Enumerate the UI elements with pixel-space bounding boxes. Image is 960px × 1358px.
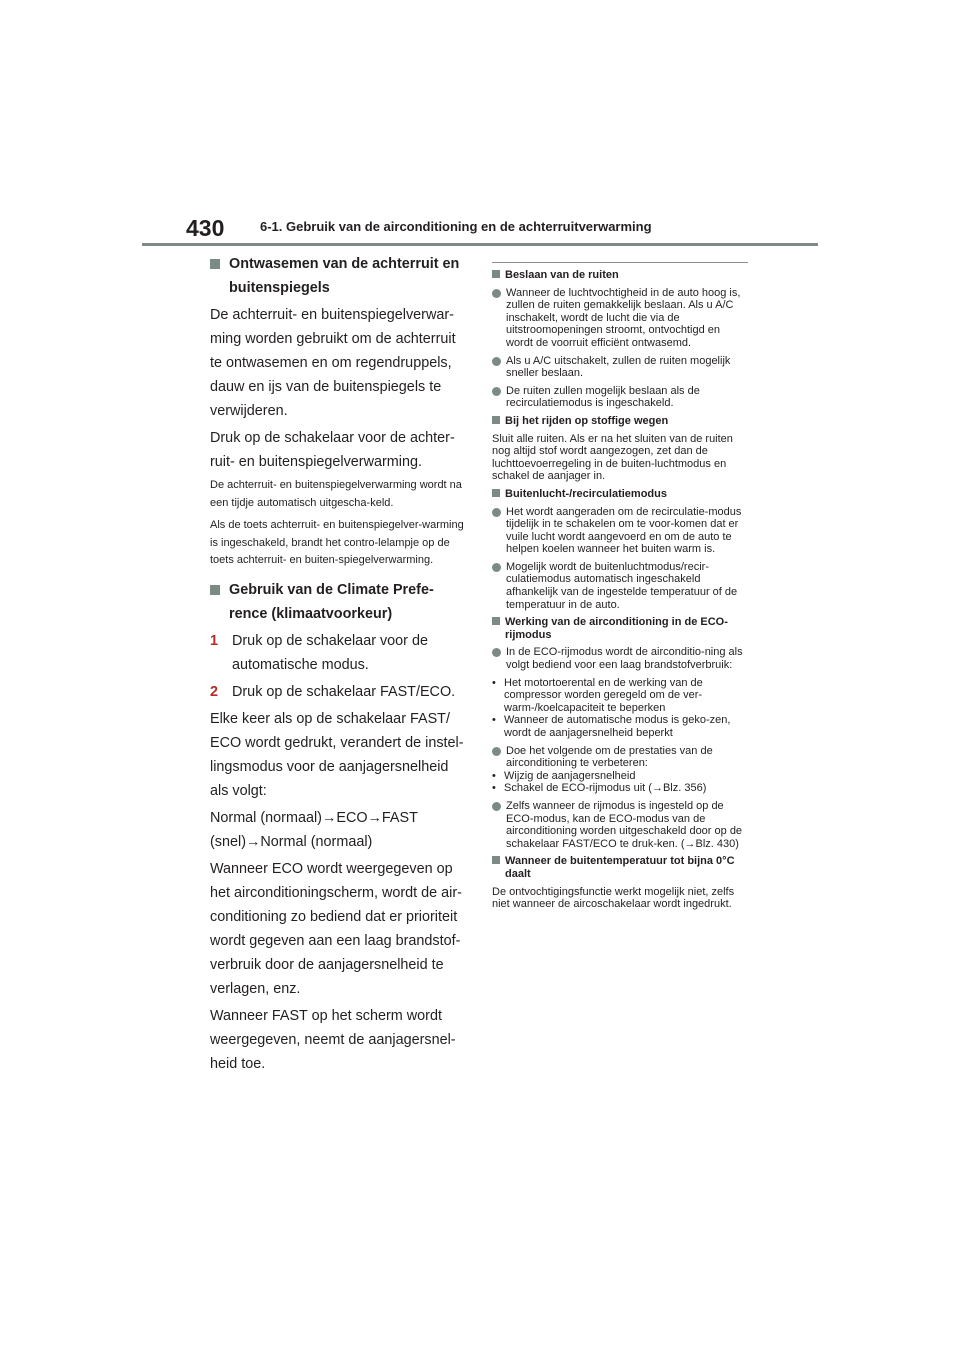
sub-bullet: • — [492, 714, 496, 727]
bullet-text: Wanneer de luchtvochtigheid in de auto hoog is, zullen de ruiten gemakkelijk beslaan. Als u A/C inschakelt, wordt de lucht die via de uitstroomopeningen stroomt, ontvochtigd en wordt de voorruit efficiënt ontwasemd. — [506, 286, 741, 349]
air-heading — [492, 488, 748, 501]
round-bullet-icon — [492, 563, 501, 572]
section-title: 6-1. Gebruik van de airconditioning en de achterruitverwarming — [260, 219, 652, 234]
sub-bullet: • — [492, 676, 496, 689]
cold-heading — [492, 855, 748, 880]
defog-paragraph-2: Druk op de schakelaar voor de achter-ruit- en buitenspiegelverwarming. — [210, 430, 455, 470]
fog-bullet-2 — [492, 355, 748, 380]
dust-heading-text: Bij het rijden op stoffige wegen — [505, 414, 669, 427]
bullet-text: Als u A/C uitschakelt, zullen de ruiten mogelijk sneller beslaan. — [506, 354, 731, 380]
sub-item-text: Schakel de ECO-rijmodus uit (→Blz. 356) — [504, 782, 707, 795]
sub-bullet: • — [492, 782, 496, 795]
modes-paragraph: Normal (normaal)→ECO→FAST (snel)→Normal (normaal) — [210, 809, 418, 850]
defog-heading — [210, 252, 466, 300]
eco-bullet-2 — [492, 745, 748, 770]
sub-item-text: Wanneer de automatische modus is geko-zen, wordt de aanjagersnelheid beperkt — [504, 714, 731, 739]
fog-heading — [492, 269, 748, 282]
square-bullet-icon — [492, 617, 500, 625]
eco-bullet-1 — [492, 646, 748, 671]
step-number: 2 — [210, 683, 219, 700]
step-number: 1 — [210, 632, 219, 649]
page-number: 430 — [186, 215, 225, 241]
air-bullet-1 — [492, 506, 748, 556]
sub-item-text: Het motortoerental en de werking van de compressor worden geregeld om de ver-warm-/koelcapaciteit te beperken — [504, 676, 703, 714]
eco-heading — [492, 616, 748, 641]
defog-heading-text: Ontwasemen van de achterruit en buitenspiegels — [229, 256, 460, 296]
fog-bullet-1 — [492, 287, 748, 350]
dust-paragraph: Sluit alle ruiten. Als er na het sluiten van de ruiten nog altijd stof wordt aangezogen, zet dan de luchttoevoerregeling in de buiten-luchtmodus en schakel de aanjager in. — [492, 432, 733, 483]
round-bullet-icon — [492, 508, 501, 517]
fast-paragraph: Wanneer FAST op het scherm wordt weergegeven, neemt de aanjagersnel-heid toe. — [210, 1007, 456, 1072]
square-bullet-icon — [492, 856, 500, 864]
sub-bullet: • — [492, 769, 496, 782]
eco-sub-item-3 — [492, 770, 748, 783]
bullet-text: De ruiten zullen mogelijk beslaan als de recirculatiemodus is ingeschakeld. — [506, 384, 700, 410]
header-rule — [142, 243, 818, 246]
eco-bullet-3 — [492, 800, 748, 850]
eco-sub-item-4 — [492, 782, 748, 795]
air-bullet-2 — [492, 561, 748, 611]
right-column — [492, 262, 748, 916]
eco-sub-item-1 — [492, 677, 748, 715]
step-text: Druk op de schakelaar voor de automatische modus. — [232, 632, 428, 673]
bullet-text: In de ECO-rijmodus wordt de airconditio-ning als volgt bediend voor een laag brandstofverbruik: — [506, 646, 743, 672]
air-heading-text: Buitenlucht-/recirculatiemodus — [505, 487, 667, 500]
eco-paragraph: Wanneer ECO wordt weergegeven op het airconditioningscherm, wordt de air-conditioning zo bediend dat er prioriteit wordt gegeven aan een laag brandstof-verbruik door de aanjagersnelheid te verlagen, enz. — [210, 860, 462, 997]
eco-heading-text: Werking van de airconditioning in de ECO-rijmodus — [505, 616, 728, 641]
fog-bullet-3 — [492, 385, 748, 410]
eco-sub-item-2 — [492, 714, 748, 739]
square-bullet-icon — [210, 259, 220, 269]
left-column — [210, 252, 466, 1079]
square-bullet-icon — [492, 270, 500, 278]
defog-paragraph-1: De achterruit- en buitenspiegelverwar-ming worden gebruikt om de achterruit te ontwasemen en om regendruppels, dauw en ijs van de buitenspiegels te verwijderen. — [210, 307, 456, 419]
bullet-text: Mogelijk wordt de buitenluchtmodus/recir-culatiemodus automatisch ingeschakeld afhankelijk van de ingestelde temperatuur of de temperatuur in de auto. — [506, 560, 738, 611]
defog-note-2: Als de toets achterruit- en buitenspiegelver-warming is ingeschakeld, brandt het contro-lelampje op de toets achterruit- en buiten-spiegelverwarming. — [210, 519, 464, 566]
right-column-rule — [492, 262, 748, 263]
dust-heading — [492, 415, 748, 428]
step-text: Druk op de schakelaar FAST/ECO. — [232, 683, 456, 700]
step-2 — [210, 680, 466, 704]
round-bullet-icon — [492, 648, 501, 657]
defog-note-1: De achterruit- en buitenspiegelverwarming wordt na een tijdje automatisch uitgescha-keld. — [210, 479, 462, 509]
cycle-paragraph: Elke keer als op de schakelaar FAST/ ECO wordt gedrukt, verandert de instel-lingsmodus voor de aanjagersnelheid als volgt: — [210, 710, 464, 799]
bullet-text: Doe het volgende om de prestaties van de airconditioning te verbeteren: — [506, 744, 713, 770]
round-bullet-icon — [492, 289, 501, 298]
fog-heading-text: Beslaan van de ruiten — [505, 269, 619, 281]
climate-heading-text: Gebruik van de Climate Prefe-rence (klimaatvoorkeur) — [229, 581, 434, 622]
step-1 — [210, 629, 466, 677]
square-bullet-icon — [492, 416, 500, 424]
bullet-text: Zelfs wanneer de rijmodus is ingesteld op de ECO-modus, kan de ECO-modus van de airconditioning worden uitgeschakeld door op de schakelaar FAST/ECO te druk-ken. (→Blz. 430) — [506, 799, 743, 850]
square-bullet-icon — [210, 585, 220, 595]
square-bullet-icon — [492, 489, 500, 497]
sub-item-text: Wijzig de aanjagersnelheid — [504, 769, 636, 782]
cold-paragraph: De ontvochtigingsfunctie werkt mogelijk niet, zelfs niet wanneer de aircoschakelaar wordt ingedrukt. — [492, 885, 735, 911]
round-bullet-icon — [492, 747, 501, 756]
cold-heading-text: Wanneer de buitentemperatuur tot bijna 0°C daalt — [505, 855, 735, 880]
round-bullet-icon — [492, 387, 501, 396]
climate-heading — [210, 578, 466, 626]
round-bullet-icon — [492, 802, 501, 811]
round-bullet-icon — [492, 357, 501, 366]
bullet-text: Het wordt aangeraden om de recirculatie-modus tijdelijk in te schakelen om te voor-komen dat er vuile lucht wordt aangevoerd en om de auto te helpen koelen wanneer het buiten warm is. — [506, 505, 742, 556]
